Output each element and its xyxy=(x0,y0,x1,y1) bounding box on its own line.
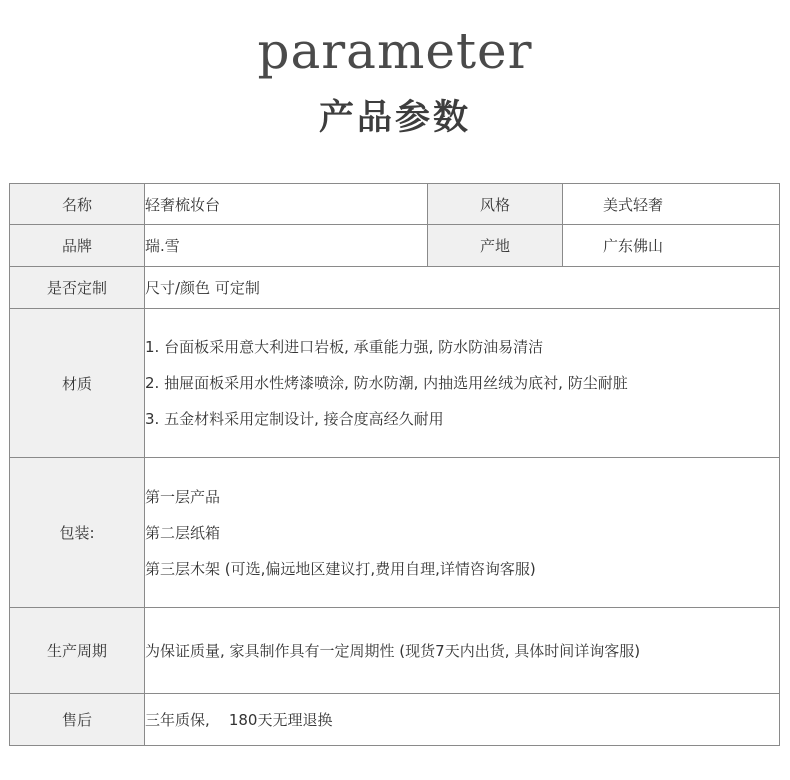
style-value: 美式轻奢 xyxy=(563,184,780,225)
material-line: 3. 五金材料采用定制设计, 接合度高经久耐用 xyxy=(145,410,444,428)
style-label: 风格 xyxy=(428,184,563,225)
production-cycle-value: 为保证质量, 家具制作具有一定周期性 (现货7天内出货, 具体时间详询客服) xyxy=(145,608,780,694)
page-title-english: parameter xyxy=(257,22,533,80)
packaging-line: 第三层木架 (可选,偏远地区建议打,费用自理,详情咨询客服) xyxy=(145,559,536,578)
after-sales-value: 三年质保, 180天无理退换 xyxy=(145,694,780,746)
page-title-chinese: 产品参数 xyxy=(318,98,471,138)
product-parameter-table xyxy=(9,183,780,746)
table-row xyxy=(10,694,780,746)
table-row xyxy=(10,608,780,694)
packaging-value xyxy=(145,458,780,608)
origin-label: 产地 xyxy=(428,225,563,267)
table-row xyxy=(10,225,780,267)
after-sales-label: 售后 xyxy=(10,694,145,746)
production-cycle-label: 生产周期 xyxy=(10,608,145,694)
table-row xyxy=(10,267,780,309)
material-line: 1. 台面板采用意大利进口岩板, 承重能力强, 防水防油易清洁 xyxy=(145,338,544,356)
brand-label: 品牌 xyxy=(10,225,145,267)
name-label: 名称 xyxy=(10,184,145,225)
packaging-line: 第一层产品 xyxy=(145,487,221,506)
table-row xyxy=(10,184,780,225)
custom-label: 是否定制 xyxy=(10,267,145,309)
packaging-label: 包装: xyxy=(10,458,145,608)
material-label: 材质 xyxy=(10,309,145,458)
packaging-line: 第二层纸箱 xyxy=(145,523,221,542)
material-line: 2. 抽屉面板采用水性烤漆喷涂, 防水防潮, 内抽选用丝绒为底衬, 防尘耐脏 xyxy=(145,374,628,392)
origin-value: 广东佛山 xyxy=(563,225,780,267)
brand-value: 瑞.雪 xyxy=(145,225,428,267)
material-value xyxy=(145,309,780,458)
table-row xyxy=(10,309,780,458)
custom-value: 尺寸/颜色 可定制 xyxy=(145,267,780,309)
name-value: 轻奢梳妆台 xyxy=(145,184,428,225)
table-row xyxy=(10,458,780,608)
